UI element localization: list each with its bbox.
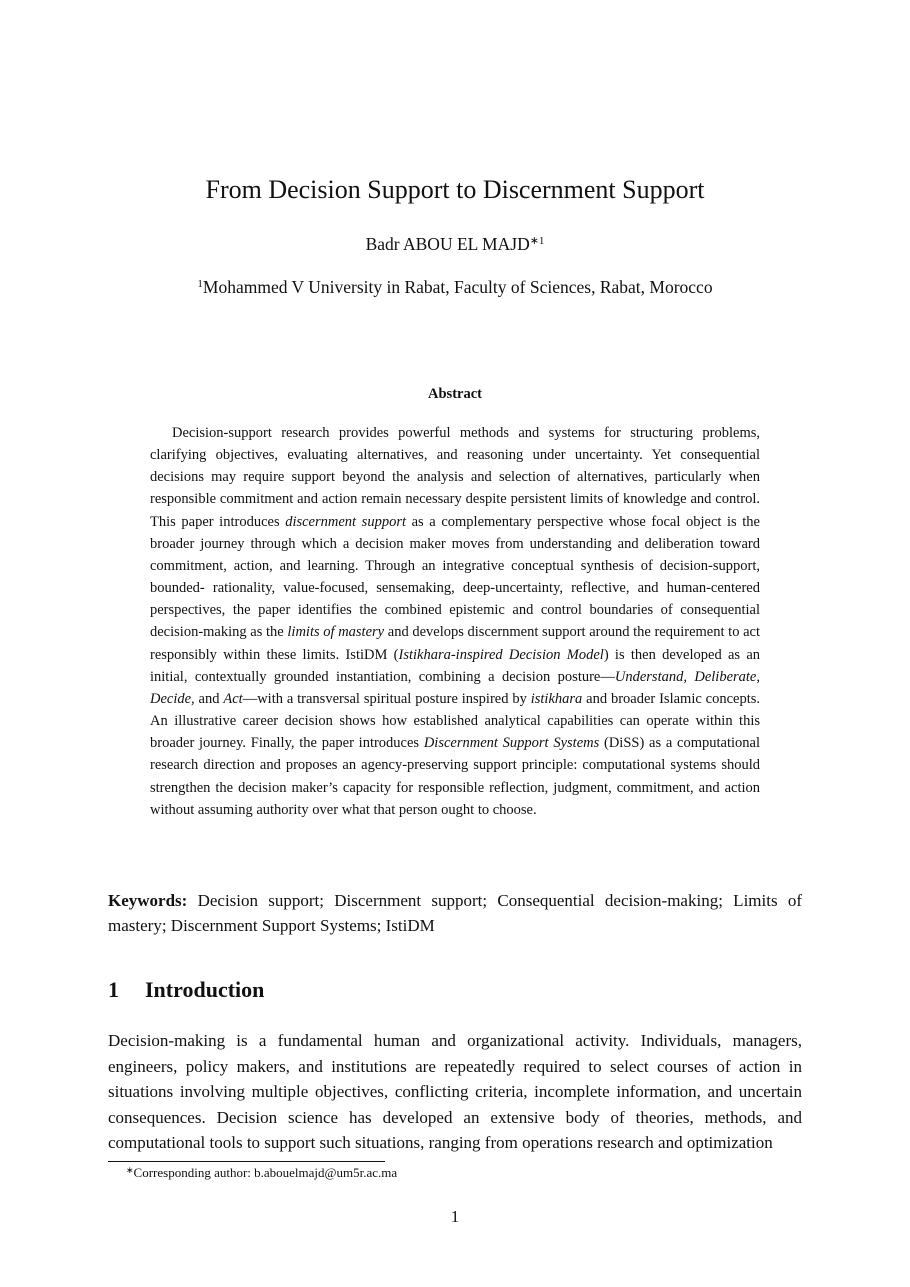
footnote-mark: ∗ (126, 1165, 134, 1175)
abstract-body (150, 422, 760, 821)
abstract-text: (DiSS) as a computational research direction and proposes an agency-preserving support principle: computational systems should strengthen the decision maker’s capacity for responsible reflection, judgment, commitment, and action without assuming authority over what that person ought to choose. (150, 735, 760, 818)
paper-title: From Decision Support to Discernment Support (205, 175, 705, 204)
abstract-heading: Abstract (428, 386, 482, 402)
author-line (0, 233, 910, 255)
abstract-text: as a complementary perspective whose focal object is the broader journey through which a decision maker moves from understanding and deliberation toward commitment, action, and learning. Through an integrative conceptual synthesis of decision-support, bounded- rationality, value-focused, sensemaking, deep-uncertainty, reflective, and human-centered perspectives, the paper identifies the combined epistemic and control boundaries of consequential decision-making as the (150, 513, 760, 641)
introduction-paragraph: Decision-making is a fundamental human and organizational activity. Individuals, managers, engineers, policy makers, and institutions are repeatedly required to select courses of action in situations involving multiple objectives, conflicting criteria, incomplete information, and uncertain consequences. Decision science has developed an extensive body of theories, methods, and computational tools to support such situations, ranging from operations research and optimization (108, 1031, 802, 1153)
keywords-label: Keywords: (108, 891, 188, 910)
abstract-text: Decision-support research provides powerful methods and systems for structuring problems, clarifying objectives, evaluating alternatives, and reasoning under uncertainty. Yet consequential decisions may require support beyond the analysis and selection of alternatives, particularly when responsible commitment and action remain necessary despite persistent limits of knowledge and control. This paper introduces (150, 425, 760, 530)
abstract-emphasis: Act (223, 690, 243, 707)
page-number: 1 (450, 1207, 460, 1226)
affiliation-mark: 1 (197, 278, 203, 290)
abstract-emphasis: limits of mastery (287, 624, 385, 641)
affiliation-text: Mohammed V University in Rabat, Faculty of Sciences, Rabat, Morocco (202, 277, 713, 297)
footnote-text: Corresponding author: b.abouelmajd@um5r.ac.ma (133, 1165, 398, 1180)
section-number: 1 (108, 977, 119, 1002)
author-marks: ∗1 (529, 235, 545, 247)
abstract-text: and (194, 690, 224, 707)
footnote-rule (108, 1161, 385, 1162)
abstract-text: ) is then developed as an initial, contextually grounded instantiation, combining a decision posture— (150, 646, 761, 685)
abstract-text: —with a transversal spiritual posture inspired by (242, 690, 531, 707)
affiliation-line (0, 276, 910, 298)
keywords-text: Decision support; Discernment support; Consequential decision-making; Limits of mastery; Discernment Support Systems; IstiDM (108, 891, 802, 935)
abstract-emphasis: Understand, Deliberate, Decide, (150, 668, 760, 707)
abstract-emphasis: Discernment Support Systems (423, 735, 600, 752)
abstract-emphasis: Istikhara-inspired Decision Model (398, 646, 604, 663)
abstract-emphasis: discernment support (285, 513, 406, 530)
abstract-text: and broader Islamic concepts. An illustrative career decision shows how established analytical capabilities can operate within this broader journey. Finally, the paper introduces (150, 690, 760, 752)
keywords (108, 888, 802, 938)
footnote (126, 1164, 766, 1182)
section-title: Introduction (145, 977, 265, 1002)
abstract-emphasis: istikhara (530, 690, 583, 707)
section-heading (108, 975, 802, 1005)
author-name: Badr ABOU EL MAJD (365, 234, 530, 254)
abstract-text: and develops discernment support around the requirement to act responsibly within these limits. IstiDM ( (150, 624, 760, 663)
